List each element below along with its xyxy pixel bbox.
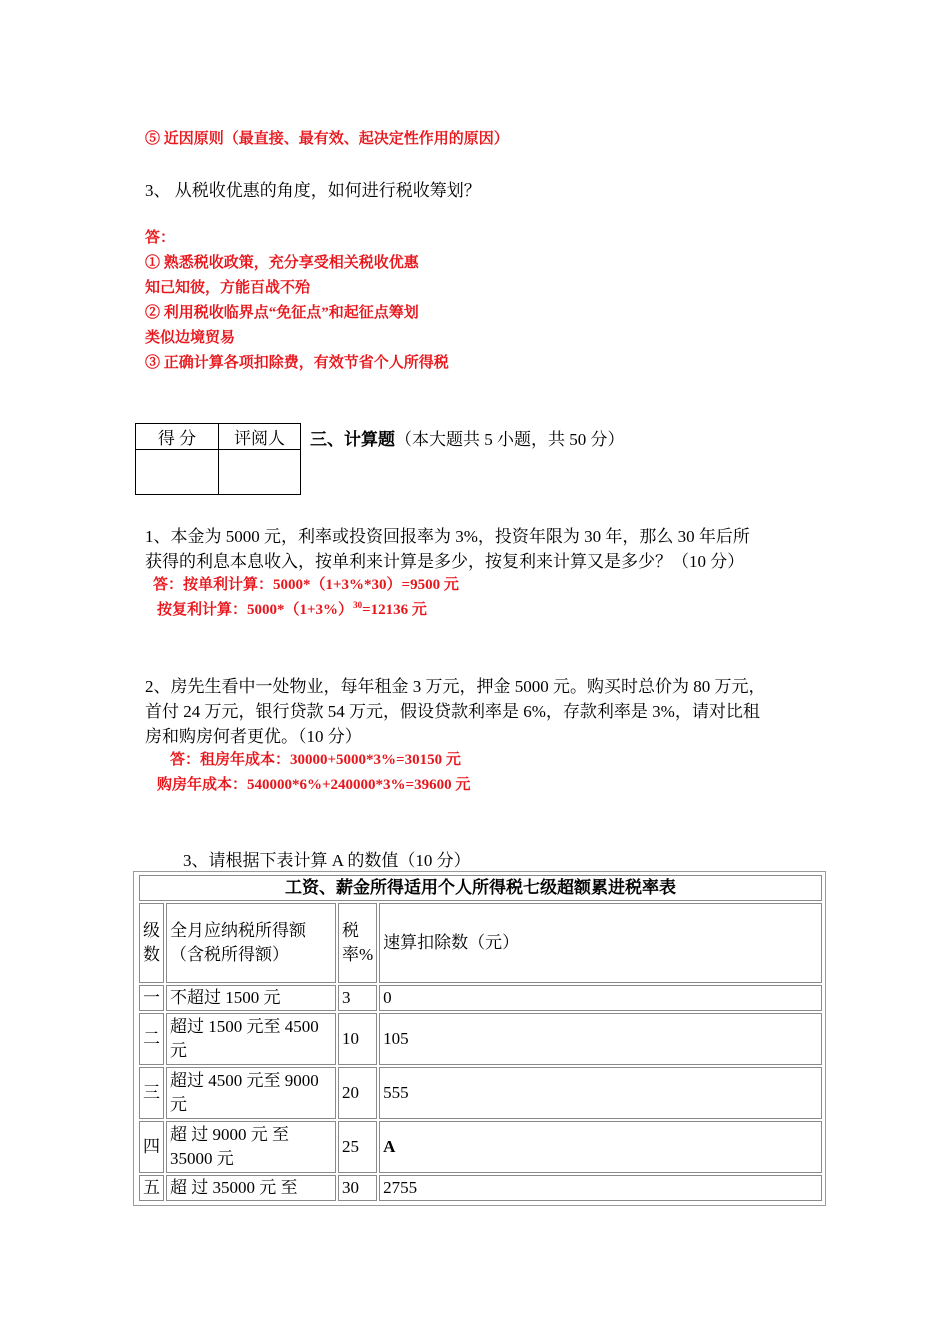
table-row bbox=[139, 1013, 822, 1065]
score-header: 得 分 bbox=[136, 424, 219, 450]
score-box bbox=[135, 423, 301, 495]
answer-label: 答： bbox=[145, 230, 176, 246]
row-5-income: 超 过 35000 元 至 bbox=[166, 1175, 336, 1201]
calc-1-answer-2 bbox=[157, 598, 427, 619]
row-2-level: 二 bbox=[139, 1013, 164, 1065]
table-row bbox=[139, 1121, 822, 1173]
row-1-deduction: 0 bbox=[379, 985, 822, 1011]
header-income: 全月应纳税所得额（含税所得额） bbox=[166, 903, 336, 983]
answer-line-5: ③ 正确计算各项扣除费，有效节省个人所得税 bbox=[145, 355, 449, 371]
calc-2-answer-2: 购房年成本：540000*6%+240000*3%=39600 元 bbox=[157, 777, 471, 793]
row-1-income: 不超过 1500 元 bbox=[166, 985, 336, 1011]
table-row bbox=[139, 985, 822, 1011]
calc-1-answer-2-post: =12136 元 bbox=[362, 602, 427, 618]
calc-2-line-2: 首付 24 万元，银行贷款 54 万元，假设贷款利率是 6%，存款利率是 3%，请对比租 bbox=[145, 702, 760, 721]
row-1-level: 一 bbox=[139, 985, 164, 1011]
section-3-note: （本大题共 5 小题，共 50 分） bbox=[395, 430, 625, 449]
row-1-rate: 3 bbox=[338, 985, 377, 1011]
section-3-heading bbox=[310, 425, 625, 450]
header-deduction: 速算扣除数（元） bbox=[379, 903, 822, 983]
reviewer-cell bbox=[219, 450, 301, 495]
reviewer-header: 评阅人 bbox=[219, 424, 301, 450]
calc-2-line-1: 2、房先生看中一处物业，每年租金 3 万元，押金 5000 元。购买时总价为 80 万元， bbox=[145, 677, 766, 696]
table-title: 工资、薪金所得适用个人所得税七级超额累进税率表 bbox=[139, 875, 822, 901]
row-5-rate: 30 bbox=[338, 1175, 377, 1201]
calc-3-question: 3、请根据下表计算 A 的数值（10 分） bbox=[183, 851, 471, 870]
row-3-rate: 20 bbox=[338, 1067, 377, 1119]
question-3-text: 3、 从税收优惠的角度，如何进行税收筹划？ bbox=[145, 181, 481, 200]
answer-line-1: ① 熟悉税收政策，充分享受相关税收优惠 bbox=[145, 255, 419, 271]
row-4-deduction: A bbox=[379, 1121, 822, 1173]
answer-line-3: ② 利用税收临界点“免征点”和起征点筹划 bbox=[145, 305, 419, 321]
calc-1-exponent: 30 bbox=[353, 600, 363, 610]
row-3-income: 超过 4500 元至 9000 元 bbox=[166, 1067, 336, 1119]
answer-line-2: 知己知彼，方能百战不殆 bbox=[145, 280, 311, 296]
score-cell bbox=[136, 450, 219, 495]
row-5-level: 五 bbox=[139, 1175, 164, 1201]
row-2-income: 超过 1500 元至 4500 元 bbox=[166, 1013, 336, 1065]
row-5-deduction: 2755 bbox=[379, 1175, 822, 1201]
tax-rate-table bbox=[137, 873, 824, 1203]
calc-1-line-1: 1、本金为 5000 元，利率或投资回报率为 3%，投资年限为 30 年，那么 30 年后所 bbox=[145, 527, 750, 546]
header-level: 级数 bbox=[139, 903, 164, 983]
calc-1-line-2: 获得的利息本息收入，按单利来计算是多少，按复利来计算又是多少？（10 分） bbox=[145, 552, 745, 571]
header-rate: 税率% bbox=[338, 903, 377, 983]
calc-1-answer-1: 答：按单利计算：5000*（1+3%*30）=9500 元 bbox=[153, 577, 459, 593]
row-4-level: 四 bbox=[139, 1121, 164, 1173]
answer-line-4: 类似边境贸易 bbox=[145, 330, 236, 346]
principle-5: ⑤ 近因原则（最直接、最有效、起决定性作用的原因） bbox=[145, 131, 509, 147]
row-4-rate: 25 bbox=[338, 1121, 377, 1173]
row-3-level: 三 bbox=[139, 1067, 164, 1119]
row-3-deduction: 555 bbox=[379, 1067, 822, 1119]
row-4-income: 超 过 9000 元 至 35000 元 bbox=[166, 1121, 336, 1173]
table-row bbox=[139, 1067, 822, 1119]
calc-2-line-3: 房和购房何者更优。（10 分） bbox=[145, 727, 362, 746]
calc-2-answer-1: 答：租房年成本：30000+5000*3%=30150 元 bbox=[170, 752, 461, 768]
section-3-title: 三、计算题 bbox=[310, 430, 395, 449]
table-row bbox=[139, 1175, 822, 1201]
row-2-deduction: 105 bbox=[379, 1013, 822, 1065]
row-2-rate: 10 bbox=[338, 1013, 377, 1065]
calc-1-answer-2-pre: 按复利计算：5000*（1+3%） bbox=[157, 602, 354, 618]
